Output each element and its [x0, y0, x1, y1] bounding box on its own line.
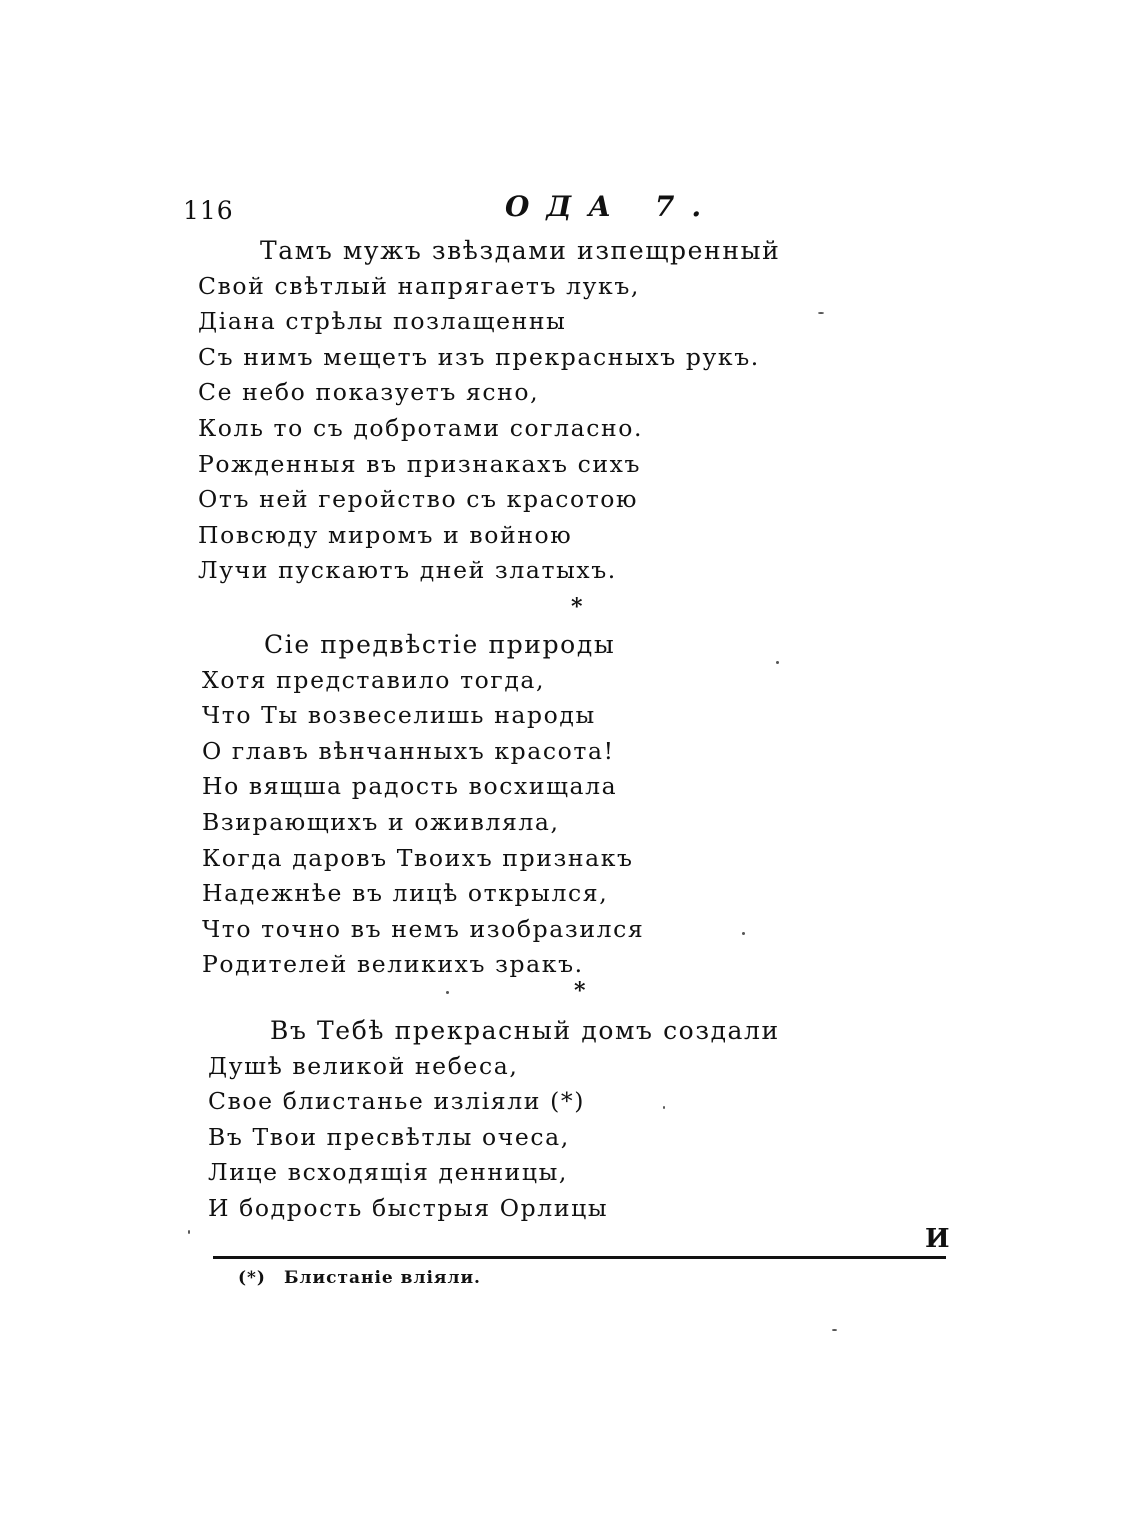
verse-line: Рожденныя въ признакахъ сихъ: [198, 449, 641, 478]
verse-line: Сiе предвѣстiе природы: [264, 630, 616, 659]
verse-line: Дiана стрѣлы позлащенны: [198, 307, 567, 336]
verse-line: О главъ вѣнчанныхъ красота!: [202, 736, 615, 765]
stanza-separator: *: [571, 594, 583, 620]
verse-line: Что точно въ немъ изобразился: [202, 914, 645, 943]
footnote-mark: (*): [238, 1268, 266, 1288]
verse-line: Коль то съ добротами согласно.: [198, 413, 644, 442]
scan-speck: [188, 1230, 190, 1234]
scan-speck: [446, 991, 449, 994]
verse-line: Взирающихъ и оживляла,: [202, 807, 560, 836]
footnote-rule: [213, 1256, 946, 1259]
verse-line: Въ Твои пресвѣтлы очеса,: [208, 1122, 570, 1151]
scan-speck: [832, 1329, 837, 1331]
stanza-2: [202, 627, 644, 983]
scan-speck: [818, 312, 824, 314]
stanza-3: [208, 1013, 780, 1227]
stanza-separator: *: [574, 978, 586, 1004]
footnote-text: Блистанiе влiяли.: [283, 1268, 481, 1288]
verse-line: Когда даровъ Твоихъ признакъ: [202, 843, 634, 872]
verse-line: Но вящша радость восхищала: [202, 772, 618, 801]
verse-line: Лице всходящiя денницы,: [208, 1158, 568, 1187]
scan-speck: [663, 1106, 665, 1109]
verse-line: Тамъ мужъ звѣздами изпещренный: [260, 236, 781, 265]
verse-line: Отъ ней геройство съ красотою: [198, 485, 639, 514]
footnote: [238, 1268, 481, 1288]
verse-line: Съ нимъ мещетъ изъ прекрасныхъ рукъ.: [198, 342, 760, 371]
stanza-1: [198, 233, 780, 589]
verse-line: Свое блистанье излiяли (*): [208, 1087, 585, 1116]
verse-line: Что Ты возвеселишь народы: [202, 701, 596, 730]
catchword: И: [925, 1224, 950, 1254]
verse-line: Душѣ великой небеса,: [208, 1051, 519, 1080]
running-title: ОДА 7.: [505, 190, 719, 223]
verse-line: Се небо показуетъ ясно,: [198, 378, 540, 407]
verse-line: Лучи пускаютъ дней златыхъ.: [198, 556, 617, 585]
verse-line: Надежнѣе въ лицѣ открылся,: [202, 879, 609, 908]
verse-line: И бодрость быстрыя Орлицы: [208, 1193, 609, 1222]
verse-line: Свой свѣтлый напрягаетъ лукъ,: [198, 271, 640, 300]
page-number: 116: [183, 196, 234, 225]
verse-line: Родителей великихъ зракъ.: [202, 950, 584, 979]
verse-line: Повсюду миромъ и войною: [198, 520, 573, 549]
verse-line: Хотя представило тогда,: [202, 665, 546, 694]
verse-line: Въ Тебѣ прекрасный домъ создали: [270, 1016, 780, 1045]
scan-speck: [742, 932, 745, 935]
scan-speck: [776, 661, 779, 664]
